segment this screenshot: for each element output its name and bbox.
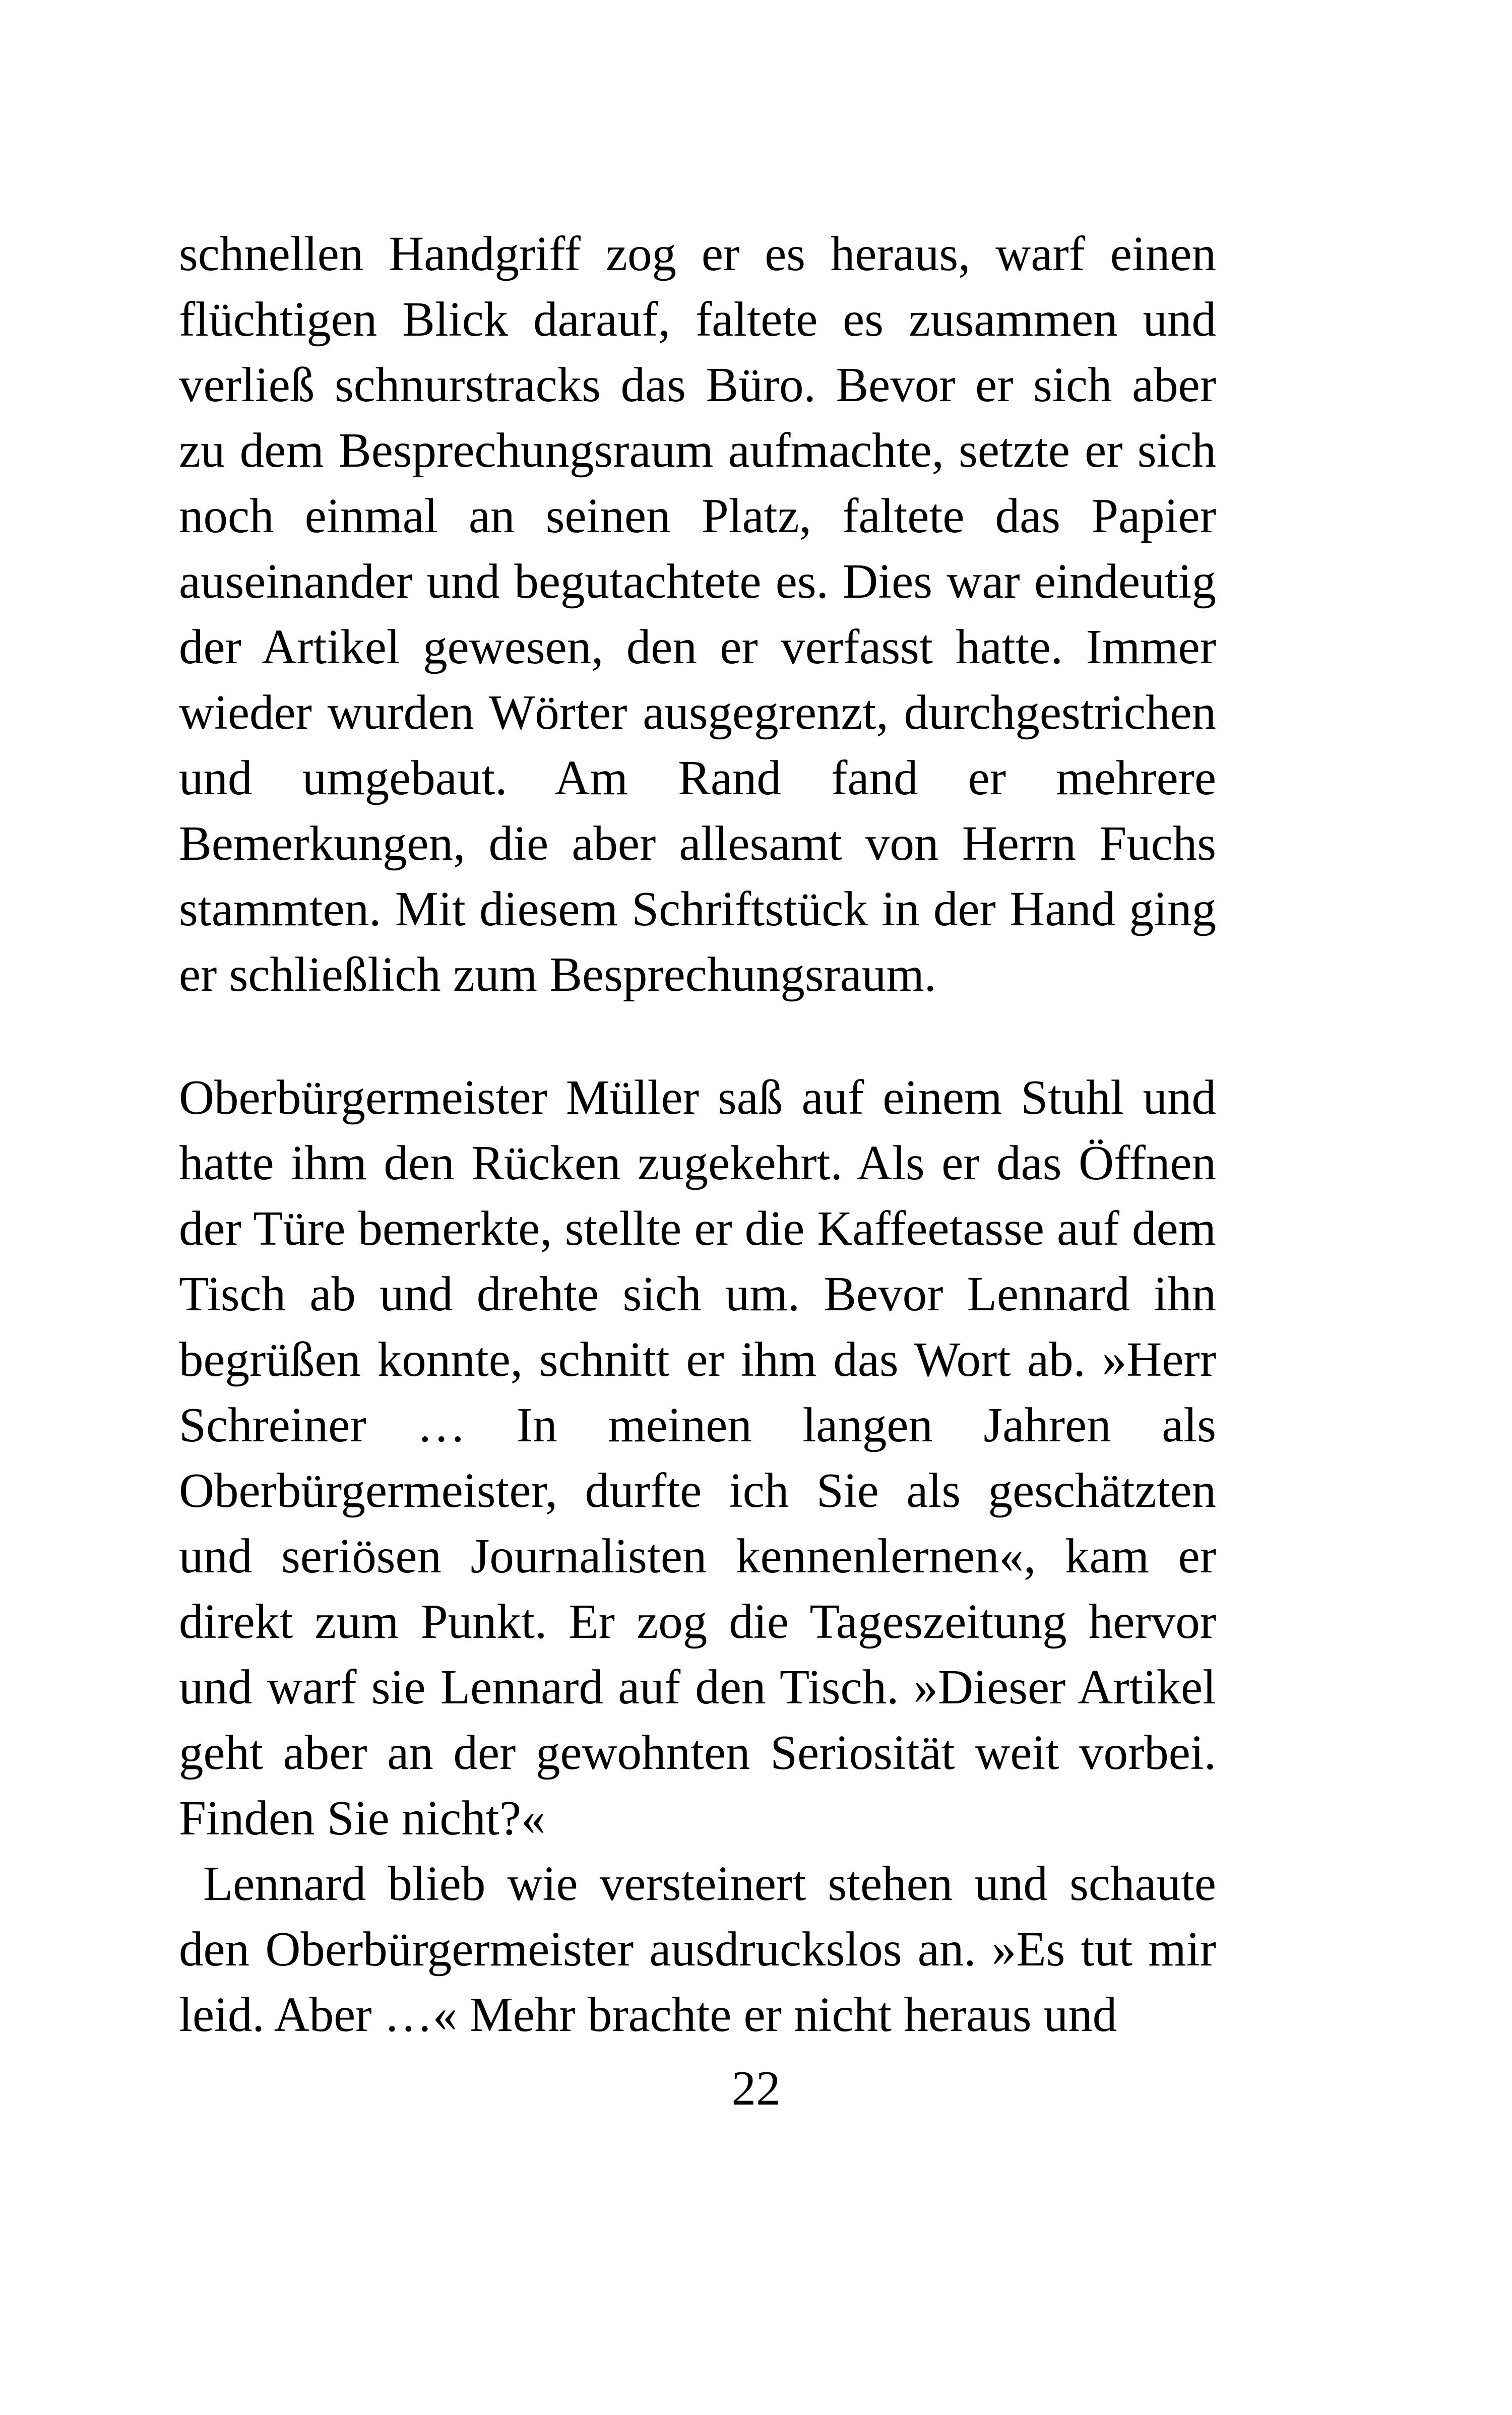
paragraph: Oberbürgermeister Müller saß auf einem Stuhl und hatte ihm den Rücken zugekehrt. Als er das Öffnen der Türe bemerkte, stellte er die Kaffeetasse auf dem Tisch ab und drehte sich um. Bevor Lennard ihn begrüßen konnte, schnitt er ihm das Wort ab. »Herr Schreiner … In meinen langen Jahren als Oberbürgermeister, durfte ich Sie als geschätzten und seriösen Journalisten kennenlernen«, kam er direkt zum Punkt. Er zog die Tageszeitung hervor und warf sie Lennard auf den Tisch. »Dieser Artikel geht aber an der gewohnten Seriosität weit vorbei. Finden Sie nicht?« [179,1070,1216,1845]
paragraph: schnellen Handgriff zog er es heraus, warf einen flüchtigen Blick darauf, faltete es zusammen und verließ schnurstracks das Büro. Bevor er sich aber zu dem Besprechungsraum aufmachte, setzte er sich noch einmal an seinen Platz, faltete das Papier auseinander und begutachtete es. Dies war eindeutig der Artikel gewesen, den er verfasst hatte. Immer wieder wurden Wörter ausgegrenzt, durchgestrichen und umgebaut. Am Rand fand er mehrere Bemerkungen, die aber allesamt von Herrn Fuchs stammten. Mit diesem Schriftstück in der Hand ging er schließlich zum Besprechungsraum. [179,227,1216,1001]
text-block-bottom [179,1065,1216,2048]
page-number: 22 [731,2061,781,2115]
text-block-top [179,221,1216,1007]
paragraph-indented: Lennard blieb wie versteinert stehen und schaute den Oberbürgermeister ausdruckslos an. »Es tut mir leid. Aber …« Mehr brachte er nicht heraus und [179,1857,1216,2042]
